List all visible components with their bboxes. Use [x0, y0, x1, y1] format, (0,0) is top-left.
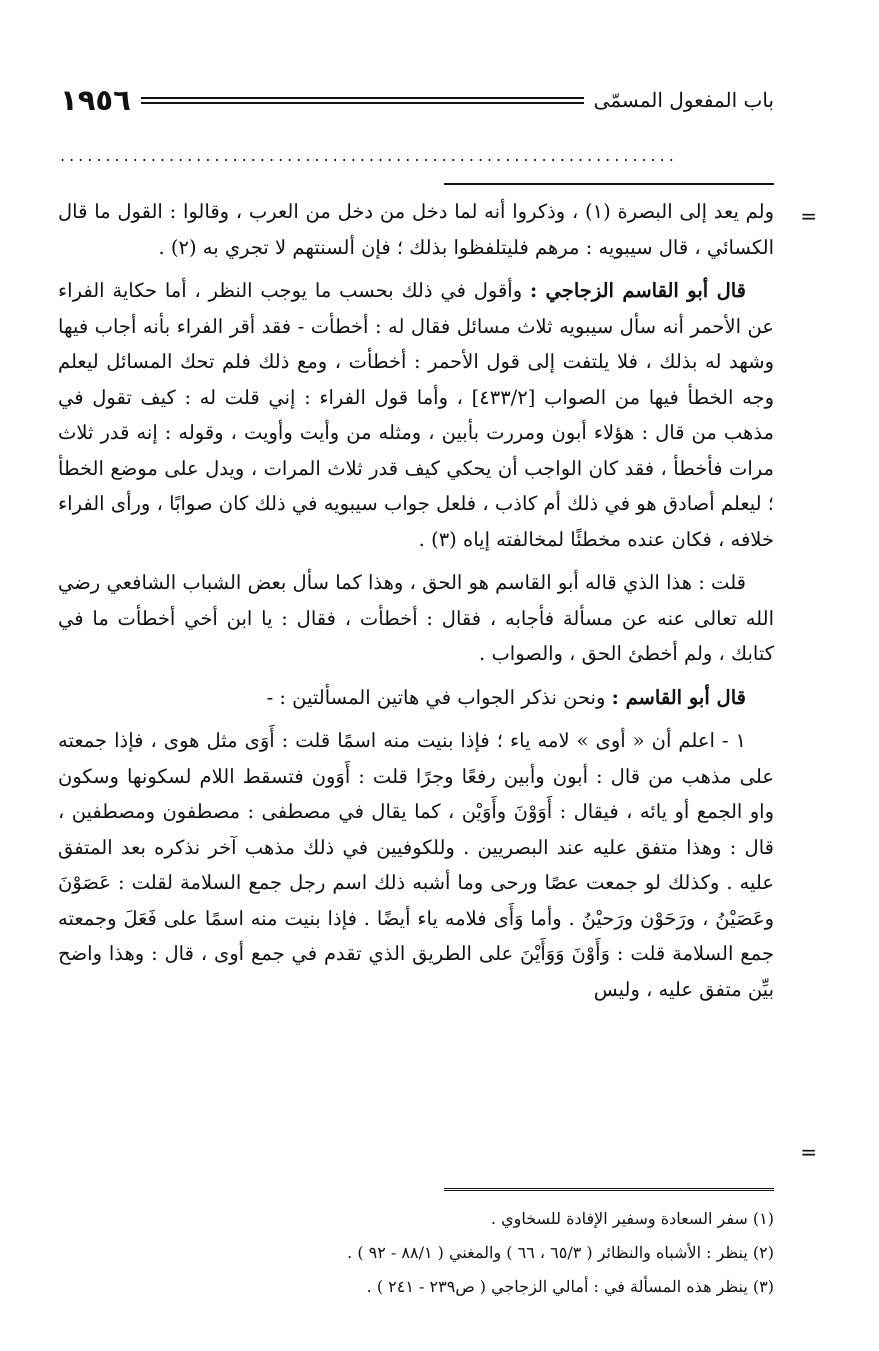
page-header [60, 80, 774, 120]
paragraph [58, 273, 774, 557]
chapter-title: باب المفعول المسمّى [593, 88, 774, 112]
speaker-lead: قال أبو القاسم الزجاجي : [529, 279, 746, 302]
continuation-mark-bottom: = [800, 1140, 817, 1164]
paragraph [58, 194, 774, 265]
header-double-rule [141, 97, 584, 104]
main-text [58, 194, 774, 1015]
dotted-separator: .................................................................... [60, 146, 678, 165]
footnote-separator [444, 1188, 774, 1193]
paragraph [58, 723, 774, 1007]
paragraph-text: ١ - اعلم أن « أوى » لامه ياء ؛ فإذا بنيت منه اسمًا قلت : أَوَى مثل هوى ، فإذا جمعته على مذهب من قال : أبون وأبين رفعًا وجرًا قلت : أَوَون فتسقط اللام لسكونها وسكون واو الجمع أو يائه ، فيقال : أَوَوْنَ وأَوَيْن ، كما يقال في مصطفى : مصطفون ومصطفين ، قال : وهذا متفق عليه عند البصريين . وللكوفيين في ذلك مذهب آخر نذكره بعد المتفق عليه . وكذلك لو جمعت عصًا ورحى وما أشبه ذلك اسم رجل جمع السلامة لقلت : عَصَوْنَ وعَصَيْنُ ، ورَحَوْن ورَحيْنُ . وأما وَأَى فلامه ياء أيضًا . فإذا بنيت منه اسمًا على فَعَلَ وجمعته جمع السلامة قلت : وَأَوْنَ وَوَأَيْنَ على الطريق الذي تقدم في جمع أوى ، قال : وهذا واضح بيِّن متفق عليه ، وليس [58, 729, 774, 1001]
paragraph-text: وأقول في ذلك بحسب ما يوجب النظر ، أما حكاية الفراء عن الأحمر أنه سأل سيبويه ثلاث مسائل فقال له : أخطأت - فقد أقر الفراء بأنه أجاب فيها وشهد له بذلك ، فلا يلتفت إلى قول الأحمر : أخطأت ، ومع ذلك فلم تحك المسائل ليعلم وجه الخطأ فيها من الصواب [٤٣٣/٢] ، وأما قول الفراء : إني قلت له : كيف تقول في مذهب من قال : هؤلاء أبون ومررت بأبين ، ومثله من وأيت وأويت ، وقوله : إنه قدر ثلاث مرات فأخطأ ، فقد كان الواجب أن يحكي كيف قدر ثلاث المرات ، ويدل على موضع الخطأ ؛ ليعلم أصادق هو في ذلك أم كاذب ، فلعل جواب سيبويه في ذلك كان صوابًا ، ورأى الفراء خلافه ، فكان عنده مخطئًا لمخالفته إياه (٣) . [58, 279, 774, 551]
footnotes [60, 1202, 774, 1304]
continuation-mark-top: = [800, 204, 817, 228]
paragraph-text: ونحن نذكر الجواب في هاتين المسألتين : - [266, 685, 612, 709]
paragraph [58, 680, 774, 716]
footnote: (٢) ينظر : الأشباه والنظائر ( ٦٥/٣ ، ٦٦ ) والمغني ( ٨٨/١ - ٩٢ ) . [347, 1243, 774, 1262]
paragraph-text: ولم يعد إلى البصرة (١) ، وذكروا أنه لما دخل من دخل من العرب ، وقالوا : القول ما قال الكسائي ، قال سيبويه : مرهم فليتلفظوا بذلك ؛ فإن ألسنتهم لا تجري به (٢) . [58, 200, 774, 259]
paragraph-text: قلت : هذا الذي قاله أبو القاسم هو الحق ، وهذا كما سأل بعض الشباب الشافعي رضي الله تعالى عنه عن مسألة فأجابه ، فقال : أخطأت ، فقال : يا ابن أخي أخطأت ما في كتابك ، ولم أخطئ الحق ، والصواب . [58, 571, 774, 665]
footnote: (١) سفر السعادة وسفير الإفادة للسخاوي . [490, 1209, 774, 1228]
footnote: (٣) ينظر هذه المسألة في : أمالي الزجاجي ( ص٢٣٩ - ٢٤١ ) . [366, 1277, 774, 1296]
page-number: ١٩٥٦ [60, 83, 131, 117]
top-short-rule [444, 183, 774, 185]
paragraph [58, 565, 774, 672]
speaker-lead: قال أبو القاسم : [611, 685, 746, 709]
